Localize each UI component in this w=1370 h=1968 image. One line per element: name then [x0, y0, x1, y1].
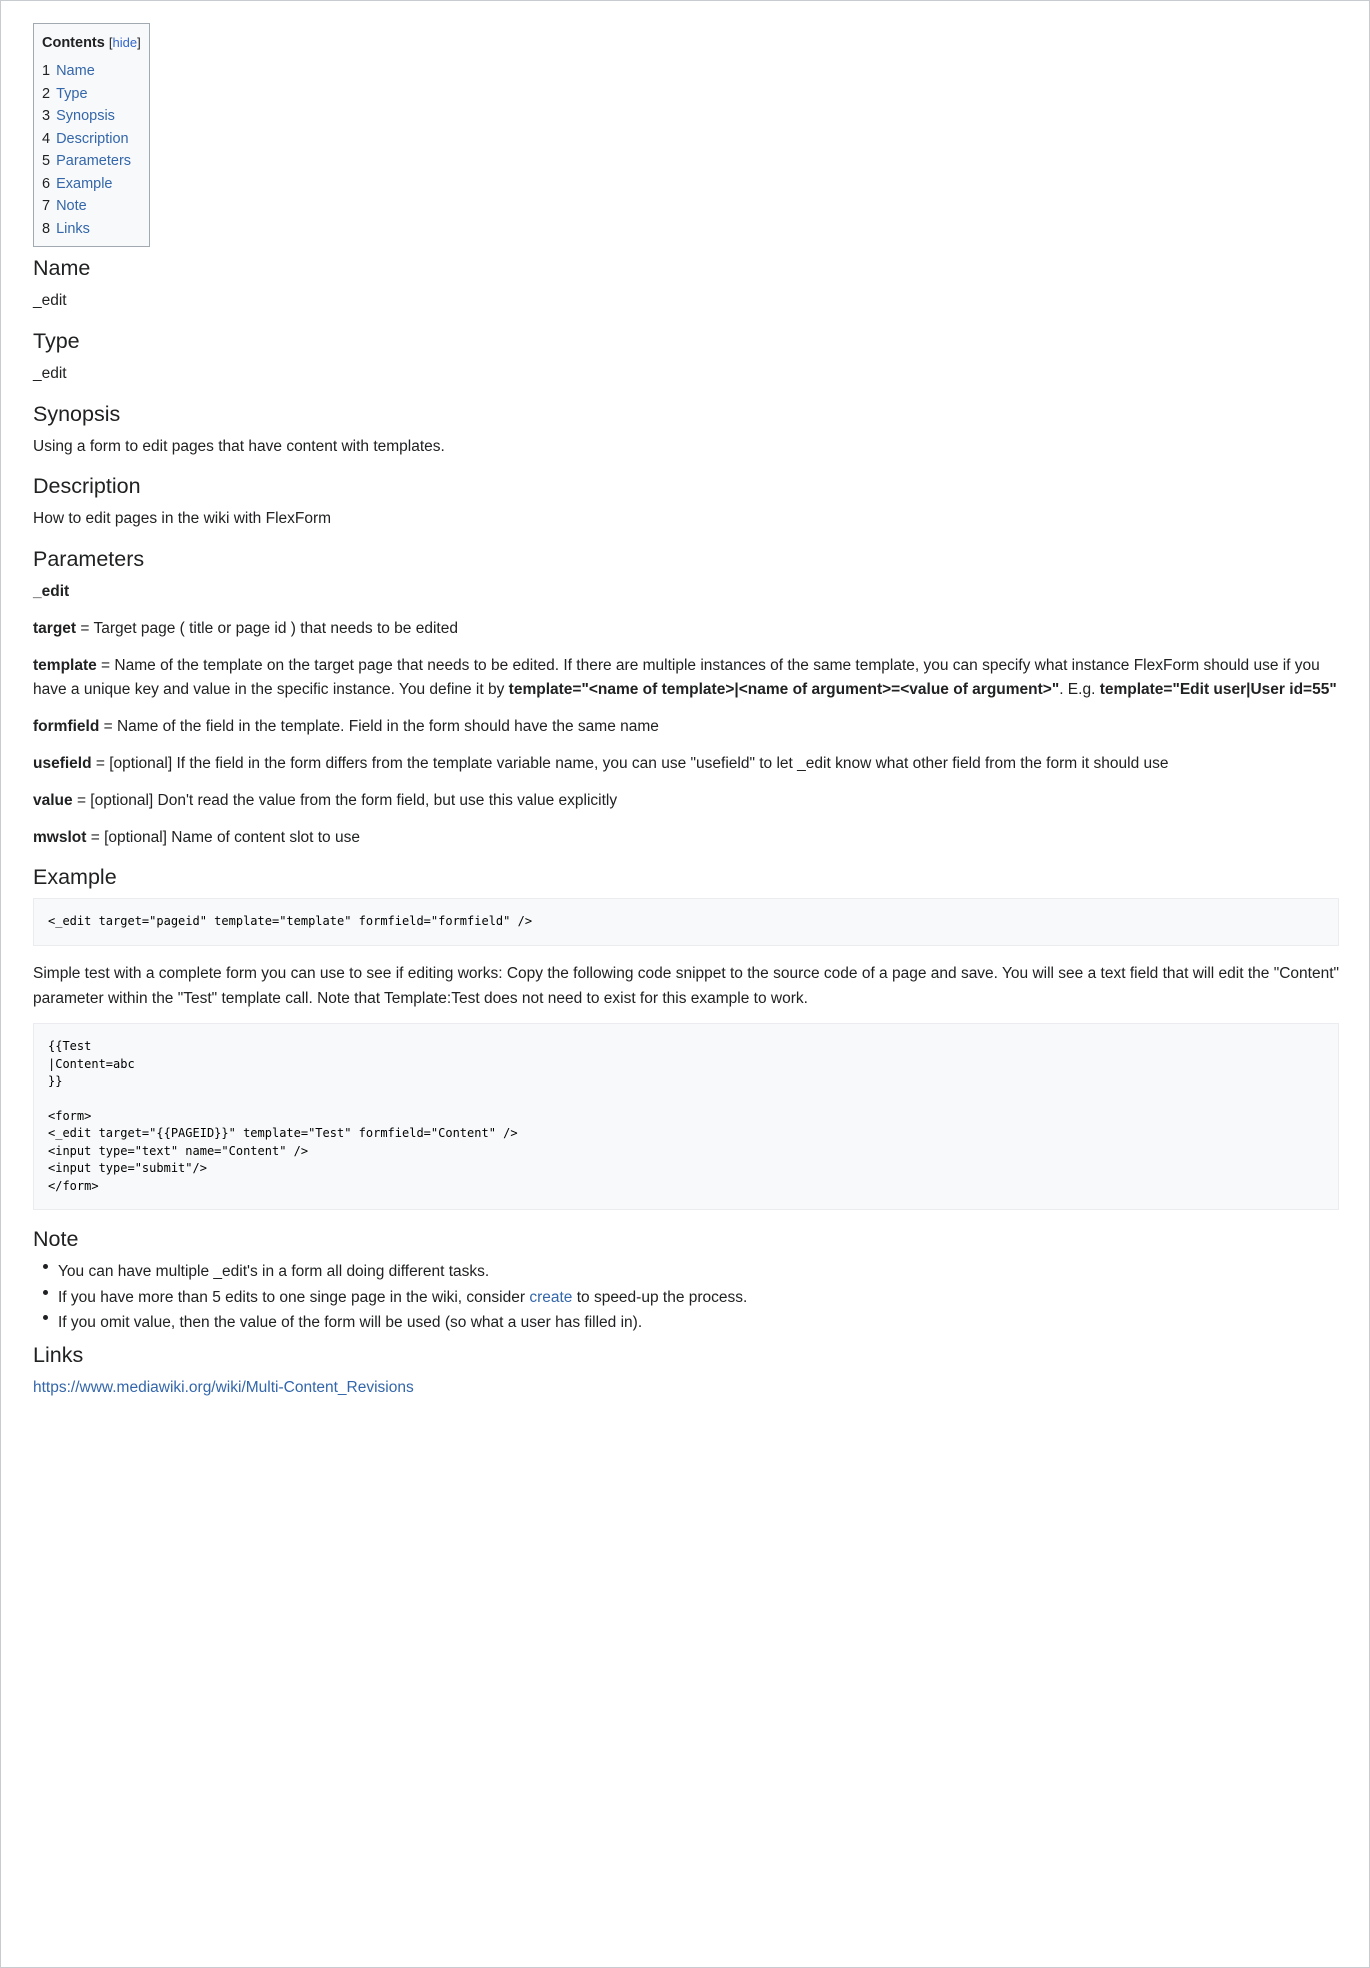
toc-title: Contents — [42, 35, 105, 51]
parameters-tag-name: _edit — [33, 583, 70, 601]
article-content — [33, 23, 1339, 1413]
toc-link[interactable]: Type — [56, 85, 88, 102]
toc-item-note[interactable] — [42, 195, 141, 217]
toc-item-type[interactable] — [42, 83, 141, 105]
heading-links: Links — [33, 1343, 84, 1368]
toc-number: 6 — [42, 175, 51, 192]
toc-link[interactable]: Name — [56, 63, 95, 80]
param-term: formfield — [33, 718, 100, 736]
toc-hide-link[interactable]: hide — [112, 35, 138, 50]
toc-item-description[interactable] — [42, 128, 141, 150]
param-mwslot — [33, 826, 1339, 851]
note-item — [58, 1286, 1339, 1311]
note-list — [33, 1260, 1339, 1336]
toc-number: 1 — [42, 63, 51, 80]
toc-link[interactable]: Links — [56, 220, 90, 237]
param-usefield — [33, 752, 1339, 777]
heading-parameters: Parameters — [33, 547, 145, 572]
toc-number: 4 — [42, 130, 51, 147]
parameters-tag — [33, 580, 1339, 605]
param-formfield — [33, 715, 1339, 740]
example-text: Simple test with a complete form you can use to see if editing works: Copy the following code snippet to the source code of a page and save. You will see a text field that will edit the "Content" parameter within the "Test" template call. Note that Template:Test does not need to exist for this example to work. — [33, 964, 1339, 1007]
toc-number: 8 — [42, 220, 51, 237]
param-desc-eg: . E.g. — [1059, 681, 1100, 699]
toc-toggle: [hide] — [108, 35, 141, 50]
note-item: You can have multiple _edit's in a form all doing different tasks. — [58, 1260, 1339, 1285]
param-term: template — [33, 656, 97, 674]
toc-list — [42, 60, 141, 240]
param-term: mwslot — [33, 828, 87, 846]
param-desc: = [optional] Don't read the value from the form field, but use this value explicitly — [72, 791, 618, 809]
toc-number: 3 — [42, 108, 51, 125]
table-of-contents — [33, 23, 150, 247]
param-example: template="Edit user|User id=55" — [1099, 681, 1337, 699]
heading-name: Name — [33, 256, 91, 281]
param-desc: = Target page ( title or page id ) that needs to be edited — [76, 619, 458, 637]
note-item: If you omit value, then the value of the form will be used (so what a user has filled in). — [58, 1311, 1339, 1336]
param-term: usefield — [33, 755, 92, 773]
heading-type: Type — [33, 328, 80, 353]
code-block-basic: <_edit target="pageid" template="template" formfield="formfield" /> — [33, 898, 1339, 945]
heading-example: Example — [33, 865, 117, 890]
description-text: How to edit pages in the wiki with FlexForm — [33, 510, 332, 528]
toc-link[interactable]: Description — [56, 130, 129, 147]
note-item-text: to speed-up the process. — [572, 1288, 748, 1306]
create-link[interactable]: create — [529, 1288, 573, 1306]
synopsis-text: Using a form to edit pages that have content with templates. — [33, 437, 445, 455]
links-paragraph — [33, 1376, 1339, 1401]
param-value — [33, 789, 1339, 814]
param-desc: = Name of the template on the target page that needs to be edited. If there are multiple instances of the same template, you can specify what instance FlexForm should use if you have a unique key and value in the specific instance. You define it by — [33, 656, 1320, 699]
toc-link[interactable]: Example — [56, 175, 113, 192]
note-item-text: If you have more than 5 edits to one singe page in the wiki, consider — [58, 1288, 530, 1306]
param-template — [33, 654, 1339, 704]
external-link-mcr[interactable]: https://www.mediawiki.org/wiki/Multi-Content_Revisions — [33, 1379, 414, 1397]
name-text: _edit — [33, 292, 67, 310]
toc-item-links[interactable] — [42, 218, 141, 240]
toc-number: 5 — [42, 153, 51, 170]
param-desc: = [optional] Name of content slot to use — [86, 828, 360, 846]
toc-link[interactable]: Parameters — [56, 153, 132, 170]
param-syntax: template="<name of template>|<name of argument>=<value of argument>" — [508, 681, 1060, 699]
param-desc: = [optional] If the field in the form differs from the template variable name, you can use "usefield" to let _edit know what other field from the form it should use — [91, 755, 1169, 773]
code-block-full-form: {{Test |Content=abc }} <form> <_edit target="{{PAGEID}}" template="Test" formfield="Content" /> <input type="text" name="Content" /> <input type="submit"/> </form> — [33, 1023, 1339, 1210]
toc-header — [42, 32, 141, 54]
toc-link[interactable]: Note — [56, 198, 87, 215]
heading-description: Description — [33, 474, 141, 499]
param-desc: = Name of the field in the template. Field in the form should have the same name — [99, 718, 659, 736]
toc-item-name[interactable] — [42, 60, 141, 82]
heading-synopsis: Synopsis — [33, 401, 121, 426]
toc-number: 7 — [42, 198, 51, 215]
heading-note: Note — [33, 1226, 79, 1251]
type-text: _edit — [33, 364, 67, 382]
toc-number: 2 — [42, 85, 51, 102]
param-term: value — [33, 791, 73, 809]
param-target — [33, 617, 1339, 642]
toc-link[interactable]: Synopsis — [56, 108, 115, 125]
toc-item-parameters[interactable] — [42, 150, 141, 172]
param-term: target — [33, 619, 77, 637]
toc-item-example[interactable] — [42, 173, 141, 195]
toc-item-synopsis[interactable] — [42, 105, 141, 127]
